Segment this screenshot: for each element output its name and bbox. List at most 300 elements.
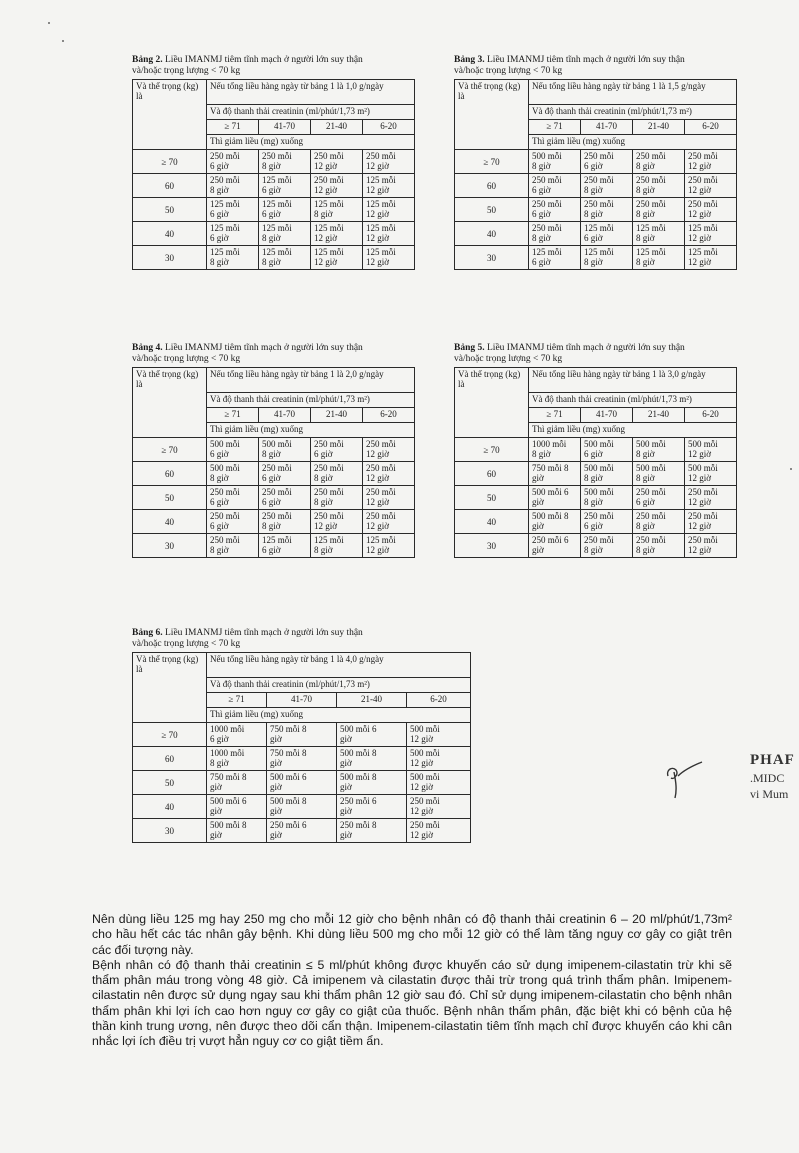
dose-interval: 8 giờ [262,161,281,171]
dose-cell [207,150,259,174]
table-row [455,150,737,174]
dose-interval: 12 giờ [410,758,434,768]
dose-cell [633,534,685,558]
dose-interval: 8 giờ [584,473,603,483]
dose-interval: 8 giờ [532,161,551,171]
dose-cell [311,246,363,270]
dose-amount: 125 mỗi [584,247,614,257]
dose-interval: 6 giờ [210,449,229,459]
table-row [133,438,415,462]
dose-amount: 250 mỗi [688,199,718,209]
dose-interval: giờ [340,806,352,816]
dose-cell [207,771,267,795]
table-row [455,438,737,462]
dose-amount: 250 mỗi [532,175,562,185]
reduce-header: Thì giảm liều (mg) xuống [529,135,737,150]
dose-cell [685,438,737,462]
dose-interval: giờ [270,830,282,840]
dose-amount: 250 mỗi [584,199,614,209]
dose-amount: 500 mỗi 6 [340,724,377,734]
dose-cell [529,438,581,462]
dose-cell [529,222,581,246]
dose-interval: 6 giờ [262,185,281,195]
stamp-fragment [750,752,795,802]
dose-interval: 12 giờ [688,161,712,171]
dose-interval: 6 giờ [532,209,551,219]
dose-amount: 250 mỗi [636,175,666,185]
body-text [92,912,732,1050]
weight-cell: 50 [133,771,207,795]
dose-amount: 500 mỗi [688,439,718,449]
dose-interval: giờ [210,782,222,792]
dose-interval: giờ [532,497,544,507]
dose-interval: giờ [270,782,282,792]
dose-cell [259,534,311,558]
table-row [455,462,737,486]
dose-cell [267,819,337,843]
dose-interval: 8 giờ [636,233,655,243]
dose-interval: 8 giờ [584,185,603,195]
dose-table [132,367,415,558]
table-row [455,510,737,534]
dose-amount: 250 mỗi [688,487,718,497]
dose-amount: 500 mỗi 8 [270,796,307,806]
dose-amount: 500 mỗi [532,151,562,161]
dose-amount: 250 mỗi [314,463,344,473]
dose-cell [259,150,311,174]
dose-amount: 125 mỗi [314,247,344,257]
dose-cell [363,534,415,558]
dose-interval: 12 giờ [366,521,390,531]
dose-cell [207,438,259,462]
weight-header: Và thể trọng (kg) là [133,653,207,723]
table-6-block [132,628,471,843]
dose-amount: 750 mỗi 8 [270,748,307,758]
dose-interval: 8 giờ [584,545,603,555]
clearance-col-1: 41-70 [267,693,337,708]
dose-amount: 250 mỗi [210,487,240,497]
dose-cell [581,534,633,558]
dose-amount: 250 mỗi 6 [340,796,377,806]
dose-cell [311,150,363,174]
dose-amount: 250 mỗi [314,511,344,521]
weight-cell: 30 [133,819,207,843]
dose-cell [207,246,259,270]
dose-cell [581,246,633,270]
dose-cell [581,222,633,246]
table-row [455,222,737,246]
paragraph-dialysis-note: Bệnh nhân có độ thanh thải creatinin ≤ 5 ml/phút không được khuyến cáo sử dụng imipenem-cilastatin trừ khi sẽ thẩm phân máu trong vòng 48 giờ. Cả imipenem và cilastatin được thải trừ trong quá trình thẩm phân. Imipenem-cilastatin nên được sử dụng ngay sau khi thẩm phân 12 giờ sau đó. Chỉ sử dụng imipenem-cilastatin cho bệnh nhân thẩm phân khi lợi ích cao hơn nguy cơ gây co giật của thuốc. Bệnh nhân thẩm phân, đặc biệt khi có bệnh của hệ thần kinh trung ương, nên được theo dõi cẩn thận. Imipenem-cilastatin tiêm tĩnh mạch chỉ được khuyến cáo khi cân nhắc lợi ích điều trị vượt hẳn nguy cơ co giật tiềm ẩn. [92,957,732,1049]
dose-amount: 250 mỗi [210,511,240,521]
dose-amount: 250 mỗi [532,223,562,233]
dose-amount: 125 mỗi [532,247,562,257]
dose-interval: giờ [340,734,352,744]
caption-title: Liều IMANMJ tiêm tĩnh mạch ở người lớn suy thận [484,343,685,353]
dose-interval: 8 giờ [314,473,333,483]
dose-cell [311,198,363,222]
dose-interval: 8 giờ [314,545,333,555]
table-row [133,819,471,843]
dose-interval: 8 giờ [636,473,655,483]
dose-amount: 125 mỗi [366,535,396,545]
dose-cell [259,486,311,510]
dose-amount: 500 mỗi [410,724,440,734]
dose-cell [207,795,267,819]
clearance-col-2: 21-40 [337,693,407,708]
dose-interval: 6 giờ [210,734,229,744]
dose-amount: 250 mỗi [366,511,396,521]
dose-interval: 8 giờ [636,449,655,459]
dose-interval: 12 giờ [688,449,712,459]
dose-amount: 250 mỗi [584,511,614,521]
table-number: Bảng 6. [132,628,163,638]
dose-cell [633,462,685,486]
dose-header: Nếu tổng liều hàng ngày từ bảng 1 là 1,0 g/ngày [207,80,415,105]
paragraph-dosing-note: Nên dùng liều 125 mg hay 250 mg cho mỗi 12 giờ cho bệnh nhân có độ thanh thải creatinin 6 – 20 ml/phút/1,73m² cho hầu hết các tác nhân gây bệnh. Khi dùng liều 500 mg cho mỗi 12 giờ có thể làm tăng nguy cơ gây co giật trên các đối tượng này. [92,912,732,957]
dose-cell [633,222,685,246]
weight-header: Và thể trọng (kg) là [455,80,529,150]
caption-title: Liều IMANMJ tiêm tĩnh mạch ở người lớn suy thận [162,55,363,65]
stamp-line-3: vi Mum [750,787,789,801]
scan-speck [62,40,64,42]
weight-cell: 40 [133,222,207,246]
dose-amount: 125 mỗi [262,175,292,185]
dose-interval: 6 giờ [584,161,603,171]
dose-amount: 250 mỗi [210,535,240,545]
weight-cell: ≥ 70 [455,150,529,174]
weight-cell: 60 [455,174,529,198]
dose-amount: 125 mỗi [210,247,240,257]
reduce-header: Thì giảm liều (mg) xuống [207,135,415,150]
dose-cell [259,438,311,462]
dose-interval: 6 giờ [210,233,229,243]
dose-table [454,79,737,270]
dose-table [132,652,471,843]
dose-amount: 250 mỗi 6 [270,820,307,830]
caption-subtitle: và/hoặc trọng lượng < 70 kg [454,354,563,364]
dose-cell [633,246,685,270]
dose-amount: 500 mỗi [584,487,614,497]
dose-interval: 8 giờ [314,209,333,219]
clearance-col-3: 6-20 [407,693,471,708]
dose-interval: 12 giờ [688,473,712,483]
dose-interval: 8 giờ [636,185,655,195]
table-row [133,771,471,795]
dose-amount: 250 mỗi [314,439,344,449]
weight-header: Và thể trọng (kg) là [133,368,207,438]
dose-interval: 12 giờ [366,449,390,459]
dose-interval: 6 giờ [262,497,281,507]
table-row [133,534,415,558]
caption-subtitle: và/hoặc trọng lượng < 70 kg [132,66,241,76]
dose-cell [363,246,415,270]
dose-cell [207,534,259,558]
dose-amount: 250 mỗi [314,487,344,497]
dose-amount: 250 mỗi 6 [532,535,569,545]
weight-cell: 40 [133,510,207,534]
dose-interval: 6 giờ [532,257,551,267]
dose-cell [363,174,415,198]
dose-amount: 250 mỗi [262,487,292,497]
dose-interval: 12 giờ [688,497,712,507]
dose-amount: 125 mỗi [262,223,292,233]
clearance-col-0: ≥ 71 [207,693,267,708]
dose-interval: 8 giờ [262,521,281,531]
dose-cell [259,462,311,486]
dose-header: Nếu tổng liều hàng ngày từ bảng 1 là 1,5 g/ngày [529,80,737,105]
dose-cell [259,174,311,198]
dose-cell [207,174,259,198]
dose-cell [581,462,633,486]
weight-cell: ≥ 70 [133,438,207,462]
dose-amount: 125 mỗi [688,247,718,257]
dose-interval: 12 giờ [366,473,390,483]
dose-amount: 125 mỗi [584,223,614,233]
dose-cell [633,510,685,534]
dose-interval: 6 giờ [210,161,229,171]
weight-cell: 60 [133,747,207,771]
dose-interval: 8 giờ [584,497,603,507]
weight-cell: 30 [133,534,207,558]
dose-cell [581,174,633,198]
dose-interval: 12 giờ [410,782,434,792]
table-2-block [132,55,415,270]
dose-cell [581,438,633,462]
dose-cell [529,198,581,222]
dose-amount: 125 mỗi [314,535,344,545]
scan-speck [48,22,50,24]
dose-interval: 12 giờ [410,734,434,744]
dose-amount: 500 mỗi [210,439,240,449]
dose-amount: 250 mỗi [262,511,292,521]
dose-interval: 12 giờ [366,257,390,267]
dose-interval: giờ [340,758,352,768]
dose-amount: 750 mỗi 8 [532,463,569,473]
table-row [133,174,415,198]
dose-amount: 125 mỗi [314,223,344,233]
dose-interval: 12 giờ [314,161,338,171]
table-row [133,723,471,747]
dose-interval: 8 giờ [210,185,229,195]
dose-cell [581,510,633,534]
handwritten-signature [660,752,710,802]
caption-subtitle: và/hoặc trọng lượng < 70 kg [454,66,563,76]
weight-cell: 40 [133,795,207,819]
dose-cell [581,198,633,222]
dose-amount: 250 mỗi 8 [340,820,377,830]
dose-amount: 500 mỗi [210,463,240,473]
dose-amount: 250 mỗi [688,511,718,521]
dose-interval: 6 giờ [532,185,551,195]
table-4-block [132,343,415,558]
dose-interval: 6 giờ [314,449,333,459]
dose-amount: 250 mỗi [688,151,718,161]
dose-interval: 8 giờ [210,473,229,483]
table-row [455,174,737,198]
dose-cell [259,246,311,270]
clearance-header: Và độ thanh thải creatinin (ml/phút/1,73 m²) [529,393,737,408]
table-number: Bảng 4. [132,343,163,353]
dose-amount: 125 mỗi [262,199,292,209]
dose-amount: 125 mỗi [210,199,240,209]
dose-amount: 1000 mỗi [532,439,567,449]
dose-interval: 6 giờ [262,209,281,219]
dose-amount: 250 mỗi [366,151,396,161]
dose-amount: 500 mỗi 8 [210,820,247,830]
table-row [455,486,737,510]
table-5-block [454,343,737,558]
dose-cell [529,174,581,198]
dose-amount: 125 mỗi [366,247,396,257]
dose-interval: giờ [340,830,352,840]
dose-amount: 250 mỗi [532,199,562,209]
clearance-header: Và độ thanh thải creatinin (ml/phút/1,73 m²) [529,105,737,120]
dose-interval: giờ [340,782,352,792]
dose-amount: 250 mỗi [410,796,440,806]
dose-amount: 250 mỗi [366,487,396,497]
clearance-col-0: ≥ 71 [529,120,581,135]
dose-interval: 12 giờ [366,161,390,171]
clearance-col-2: 21-40 [633,408,685,423]
dose-amount: 1000 mỗi [210,724,245,734]
dose-interval: giờ [270,758,282,768]
dose-cell [207,723,267,747]
dose-interval: 12 giờ [688,545,712,555]
dose-amount: 250 mỗi [584,175,614,185]
weight-cell: 60 [133,462,207,486]
weight-cell: 50 [455,198,529,222]
dose-interval: 8 giờ [210,758,229,768]
dose-amount: 750 mỗi 8 [210,772,247,782]
dose-cell [407,819,471,843]
dose-cell [529,486,581,510]
dose-interval: 8 giờ [636,521,655,531]
table-number: Bảng 3. [454,55,485,65]
dose-amount: 500 mỗi 8 [532,511,569,521]
dose-amount: 125 mỗi [262,247,292,257]
caption-subtitle: và/hoặc trọng lượng < 70 kg [132,354,241,364]
dose-amount: 500 mỗi 6 [210,796,247,806]
dose-amount: 125 mỗi [688,223,718,233]
dose-table [454,367,737,558]
dose-cell [207,222,259,246]
dose-cell [363,438,415,462]
dose-cell [633,198,685,222]
table-row [133,198,415,222]
weight-cell: ≥ 70 [133,723,207,747]
dose-interval: 8 giờ [262,257,281,267]
dose-cell [633,174,685,198]
dose-interval: 6 giờ [262,473,281,483]
dose-amount: 125 mỗi [636,223,666,233]
dose-interval: 8 giờ [532,449,551,459]
dose-cell [337,819,407,843]
dose-cell [259,222,311,246]
dose-amount: 250 mỗi [262,151,292,161]
dose-interval: giờ [532,473,544,483]
dose-cell [363,150,415,174]
dose-interval: 8 giờ [262,233,281,243]
dose-interval: 12 giờ [366,545,390,555]
stamp-line-1: PHAF [750,752,795,768]
reduce-header: Thì giảm liều (mg) xuống [529,423,737,438]
dose-cell [581,486,633,510]
dose-amount: 250 mỗi [410,820,440,830]
stamp-line-2: .MIDC [750,771,785,785]
dose-interval: 12 giờ [688,521,712,531]
dose-amount: 250 mỗi [314,151,344,161]
clearance-header: Và độ thanh thải creatinin (ml/phút/1,73 m²) [207,105,415,120]
clearance-col-0: ≥ 71 [207,120,259,135]
scan-speck [790,468,792,470]
dose-interval: 8 giờ [262,449,281,459]
dose-amount: 500 mỗi [636,439,666,449]
dose-amount: 250 mỗi [584,151,614,161]
dose-cell [529,462,581,486]
dose-header: Nếu tổng liều hàng ngày từ bảng 1 là 3,0 g/ngày [529,368,737,393]
dose-interval: 8 giờ [636,257,655,267]
dose-cell [207,510,259,534]
dose-amount: 250 mỗi [210,151,240,161]
dose-cell [363,510,415,534]
weight-cell: 50 [455,486,529,510]
dose-amount: 750 mỗi 8 [270,724,307,734]
dose-interval: 8 giờ [532,233,551,243]
clearance-col-2: 21-40 [311,120,363,135]
dose-cell [363,198,415,222]
dose-interval: 12 giờ [314,521,338,531]
weight-cell: 60 [455,462,529,486]
dose-cell [259,510,311,534]
table-caption [454,343,737,365]
caption-title: Liều IMANMJ tiêm tĩnh mạch ở người lớn suy thận [162,343,363,353]
dose-interval: 12 giờ [366,209,390,219]
dose-cell [311,510,363,534]
weight-cell: 30 [133,246,207,270]
table-row [133,246,415,270]
dose-interval: 8 giờ [636,209,655,219]
clearance-col-1: 41-70 [259,408,311,423]
dose-amount: 500 mỗi 8 [340,772,377,782]
dose-interval: 12 giờ [366,185,390,195]
dose-cell [633,486,685,510]
weight-cell: ≥ 70 [455,438,529,462]
dose-interval: 6 giờ [636,497,655,507]
dose-cell [363,222,415,246]
dose-amount: 250 mỗi [314,175,344,185]
dose-interval: 6 giờ [210,209,229,219]
dose-interval: 12 giờ [366,233,390,243]
dose-cell [685,246,737,270]
table-row [455,534,737,558]
table-row [133,795,471,819]
weight-cell: ≥ 70 [133,150,207,174]
weight-cell: 40 [455,510,529,534]
dose-interval: giờ [210,830,222,840]
dose-cell [407,723,471,747]
dose-amount: 250 mỗi [262,463,292,473]
clearance-header: Và độ thanh thải creatinin (ml/phút/1,73 m²) [207,678,471,693]
dose-amount: 125 mỗi [366,175,396,185]
dose-interval: 8 giờ [314,497,333,507]
table-row [133,462,415,486]
dose-cell [529,534,581,558]
dose-header: Nếu tổng liều hàng ngày từ bảng 1 là 4,0 g/ngày [207,653,471,678]
table-row [455,246,737,270]
dose-cell [207,198,259,222]
dose-interval: 12 giờ [410,830,434,840]
dose-interval: 12 giờ [410,806,434,816]
